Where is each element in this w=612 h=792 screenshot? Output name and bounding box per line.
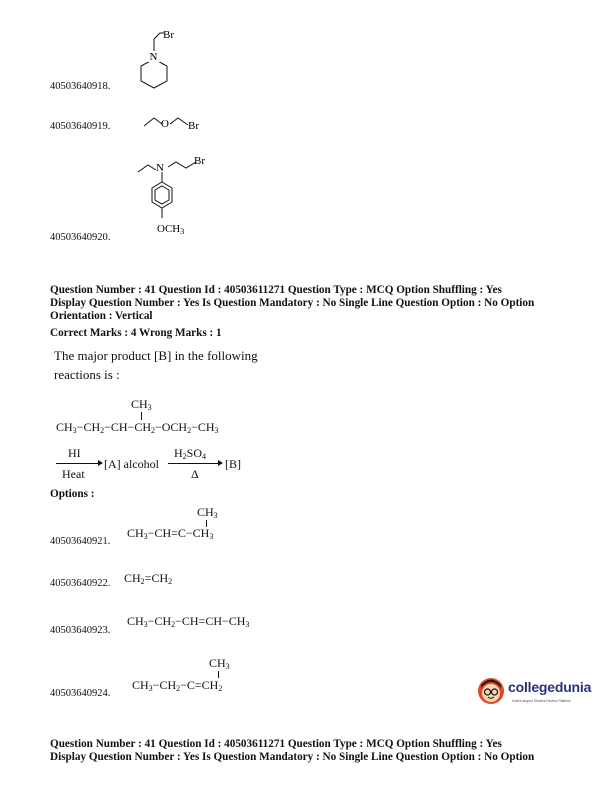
next-question-meta	[50, 738, 590, 764]
question-text	[54, 346, 258, 384]
structure-bromoethyl-ether	[140, 108, 230, 138]
collegedunia-logo	[476, 672, 606, 712]
opt3-structure: $CH_3-CH_2-CH=CH-CH_3$	[127, 614, 250, 629]
next-meta-line-2: Display Question Number : Yes Is Question Mandatory : No Single Line Question Option : No Option	[50, 751, 535, 764]
option-id-924: 40503640924.	[50, 688, 111, 699]
ether-chain: $CH_3-CH_2-CH-CH_2-OCH_2-CH_3$	[56, 420, 219, 435]
opt4-branch-bond	[218, 671, 219, 678]
arrow-head-1	[98, 460, 103, 466]
meta-line-2: Display Question Number : Yes Is Question Mandatory : No Single Line Question Option : No Option	[50, 297, 535, 310]
option-id-919: 40503640919.	[50, 121, 111, 132]
opt4-structure: $CH_3-CH_2-C=CH_2$	[132, 678, 223, 693]
question-text-line-2: reactions is :	[54, 367, 120, 382]
opt4-branch-methyl: $CH_3$	[209, 656, 230, 671]
svg-text:OCH3: OCH3	[157, 223, 185, 236]
question-meta	[50, 284, 590, 324]
option-id-922: 40503640922.	[50, 578, 111, 589]
option-id-920: 40503640920.	[50, 232, 111, 243]
mascot-icon	[476, 676, 506, 708]
question-text-line-1: The major product [B] in the following	[54, 348, 258, 363]
reagent-heat: Heat	[62, 467, 85, 481]
option-id-921: 40503640921.	[50, 536, 111, 547]
methoxy-label: OCH	[157, 223, 181, 235]
structure-methoxyphenyl-amine	[130, 150, 240, 242]
arrow-head-2	[218, 460, 223, 466]
intermediate-a: [A] alcohol	[104, 457, 159, 471]
bromine-label: Br	[163, 29, 174, 41]
next-meta-line-1: Question Number : 41 Question Id : 40503611271 Question Type : MCQ Option Shuffling : Yes	[50, 738, 502, 750]
opt1-branch-methyl: $CH_3$	[197, 505, 218, 520]
reaction-arrow-1	[56, 463, 100, 464]
product-b: [B]	[225, 457, 241, 471]
marks-line: Correct Marks : 4 Wrong Marks : 1	[50, 327, 222, 339]
logo-tagline: India's largest Student Review Platform	[512, 699, 572, 703]
reagent-delta: Δ	[191, 467, 199, 481]
meta-line-3: Orientation : Vertical	[50, 310, 153, 323]
option-id-918: 40503640918.	[50, 81, 111, 92]
meta-line-1: Question Number : 41 Question Id : 40503611271 Question Type : MCQ Option Shuffling : Yes	[50, 284, 502, 296]
options-label: Options :	[50, 488, 95, 500]
option-id-923: 40503640923.	[50, 625, 111, 636]
structure-bromomethyl-piperidine	[120, 25, 200, 95]
logo-name: collegedunia	[508, 679, 592, 695]
oxygen-label: O	[161, 118, 169, 130]
bromine-label: Br	[194, 155, 205, 167]
bromine-label: Br	[188, 120, 199, 132]
opt2-structure: $CH_2=CH_2$	[124, 571, 173, 586]
reagent-h2so4: $H_2SO_4$	[174, 446, 207, 461]
branch-bond	[141, 412, 142, 420]
reaction-arrow-2	[168, 463, 220, 464]
reagent-hi: HI	[68, 446, 81, 460]
nitrogen-label: N	[149, 51, 158, 63]
branch-methyl: $CH_3$	[131, 397, 152, 412]
opt1-structure: $CH_3-CH=C-CH_3$	[127, 526, 214, 541]
nitrogen-label: N	[156, 162, 164, 174]
